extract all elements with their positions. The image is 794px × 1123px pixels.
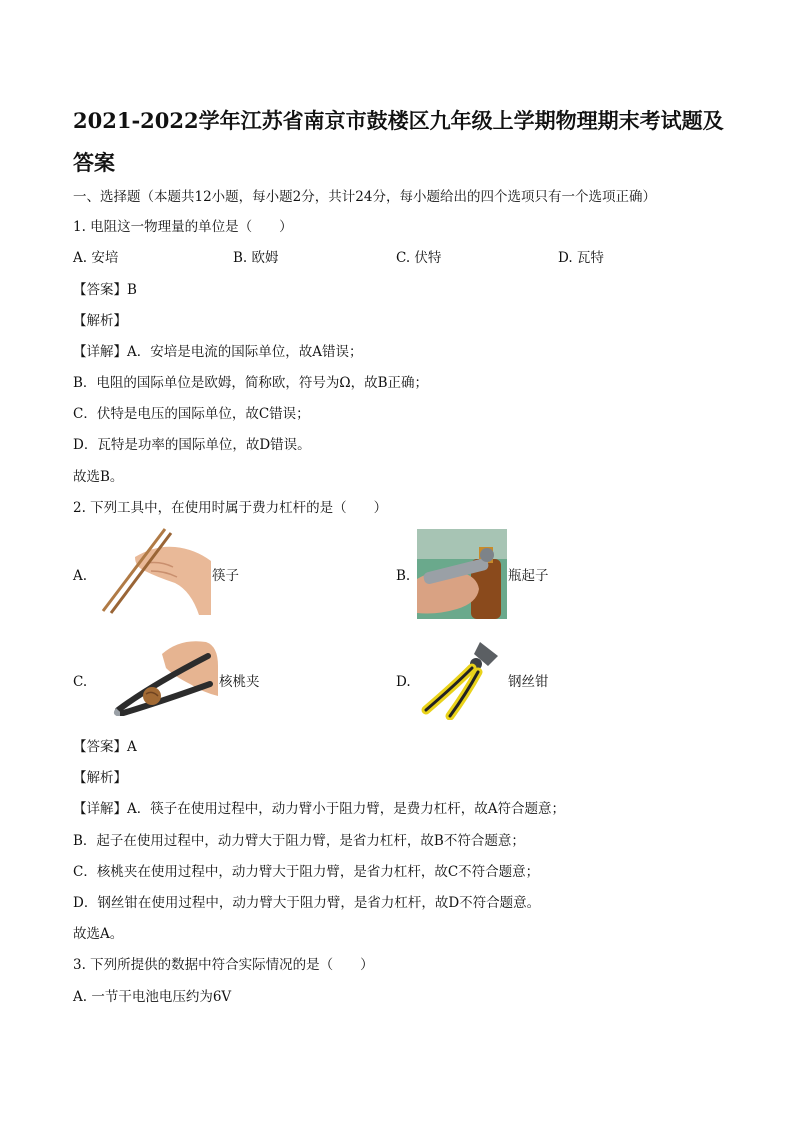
q2-option-b-letter: B. [396, 568, 411, 584]
q2-analysis-tag: 【解析】 [73, 770, 127, 786]
q2-option-b-label: 瓶起子 [508, 568, 549, 584]
q2-detail-line-1 [73, 799, 565, 819]
q2-conclusion: 故选A。 [73, 926, 124, 942]
q3-option-a: A. 一节干电池电压约为6V [73, 989, 232, 1005]
question-3-stem: 3. 下列所提供的数据中符合实际情况的是（ ） [73, 957, 374, 973]
q2-detail-line-3: C．核桃夹在使用过程中，动力臂大于阻力臂，是省力杠杆，故C不符合题意； [73, 864, 540, 880]
bottle-opener-photo [417, 529, 507, 619]
nutcracker-photo [110, 636, 218, 716]
detail-tag: 【详解】 [73, 344, 127, 360]
q2-answer [73, 737, 137, 757]
detail-text: A．安培是电流的国际单位，故A错误； [127, 344, 363, 360]
q2-option-a-label: 筷子 [212, 568, 239, 584]
detail-tag: 【详解】 [73, 801, 127, 817]
q1-detail-line-4: D．瓦特是功率的国际单位，故D错误。 [73, 437, 311, 453]
answer-tag: 【答案】 [73, 282, 127, 298]
answer-value: A [127, 739, 137, 755]
answer-tag: 【答案】 [73, 739, 127, 755]
chopsticks-photo [95, 527, 211, 615]
q1-option-a: A. 安培 [73, 250, 119, 266]
question-1-stem: 1. 电阻这一物理量的单位是（ ） [73, 219, 293, 235]
section-heading: 一、选择题（本题共12小题，每小题2分，共计24分，每小题给出的四个选项只有一个选项正确） [73, 189, 656, 205]
q2-detail-line-2: B．起子在使用过程中，动力臂大于阻力臂，是省力杠杆，故B不符合题意； [73, 833, 525, 849]
answer-value: B [127, 282, 137, 298]
detail-text: A．筷子在使用过程中，动力臂小于阻力臂，是费力杠杆，故A符合题意； [127, 801, 565, 817]
q1-detail-line-1 [73, 342, 363, 362]
question-2-stem: 2. 下列工具中，在使用时属于费力杠杆的是（ ） [73, 500, 388, 516]
q1-conclusion: 故选B。 [73, 469, 124, 485]
pliers-photo [418, 638, 506, 720]
q2-option-a-letter: A. [73, 568, 88, 584]
q1-detail-line-3: C．伏特是电压的国际单位，故C错误； [73, 406, 310, 422]
q1-option-b: B. 欧姆 [233, 250, 279, 266]
q1-option-d: D. 瓦特 [558, 250, 604, 266]
q2-option-c-letter: C. [73, 674, 88, 690]
q2-option-c-label: 核桃夹 [219, 674, 260, 690]
q1-answer [73, 280, 137, 300]
q2-option-d-letter: D. [396, 674, 411, 690]
q2-detail-line-4: D．钢丝钳在使用过程中，动力臂大于阻力臂，是省力杠杆，故D不符合题意。 [73, 895, 541, 911]
q1-option-c: C. 伏特 [396, 250, 442, 266]
document-title: 2021-2022学年江苏省南京市鼓楼区九年级上学期物理期末考试题及答案 [73, 108, 724, 175]
q1-detail-line-2: B．电阻的国际单位是欧姆，简称欧，符号为Ω，故B正确； [73, 375, 429, 391]
q1-analysis-tag: 【解析】 [73, 313, 127, 329]
q2-option-d-label: 钢丝钳 [508, 674, 549, 690]
